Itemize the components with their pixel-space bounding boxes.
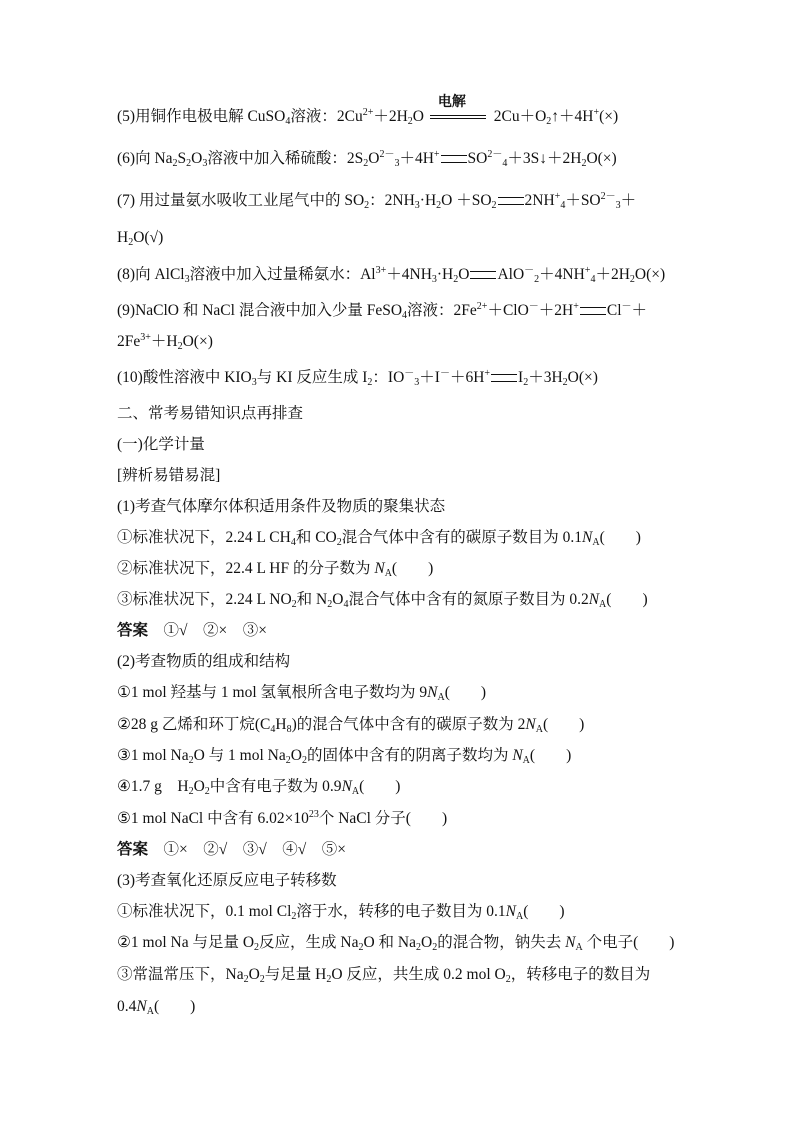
question-2-3: ③1 mol $Na_2O$ 与 1 mol $Na_2O_2$的固体中含有的阴离子数均为 $N_A$( ) [117, 747, 572, 766]
item-6: (6)向 $Na_2S_2O_3$溶液中加入稀硫酸：$2S_2O^{2-}_3+4H^+$ $SO^{2-}_4+3S↓+2H_2O(\times)$ [117, 149, 617, 169]
equals-sign [441, 155, 467, 163]
electrolysis-sign: 电解 [428, 107, 490, 127]
equals-sign [491, 374, 517, 382]
question-2-title: (2)考查物质的组成和结构 [117, 653, 291, 670]
subsection-heading: (一)化学计量 [117, 436, 205, 453]
answer-1: 答案 ①√ ②× ③× [117, 622, 268, 639]
question-1-title: (1)考查气体摩尔体积适用条件及物质的聚集状态 [117, 498, 446, 515]
item-9-cont: $2Fe^{3+}+H_2O(\times)$ [117, 332, 213, 352]
item-8: (8)向 AlCl$_3$溶液中加入过量稀氨水：$Al^{3+}+4NH_3\cdot H_2O$ $AlO^-_2+4NH^+_4+2H_2O(\times)$ [117, 265, 666, 285]
question-1-3: ③标准状况下，2.24 L $NO_2$和 $N_2O_4$混合气体中含有的氮原子数目为 $0.2N_A$( ) [117, 591, 648, 610]
equals-sign [580, 307, 606, 315]
question-2-4: ④1.7 g $H_2O_2$中含有电子数为 $0.9N_A$( ) [117, 778, 401, 797]
item-10: (10)酸性溶液中 $KIO_3$与 KI 反应生成 $I_2$：$IO^-_3+I^-+6H^+$ $I_2+3H_2O(\times)$ [117, 368, 598, 388]
question-1-1: ①标准状况下，2.24 L $CH_4$和 $CO_2$混合气体中含有的碳原子数目为 $0.1N_A$( ) [117, 529, 641, 548]
question-2-1: ①1 mol 羟基与 1 mol 氢氧根所含电子数均为 $9N_A$( ) [117, 684, 487, 703]
item-7: (7) 用过量氨水吸收工业尾气中的 $SO_2$：$2NH_3\cdot H_2O +SO_2$ $2NH^+_4+SO^{2-}_3+$ [117, 191, 637, 211]
question-2-5: ⑤1 mol NaCl 中含有 $6.02\times 10^{23}$个 NaCl 分子( ) [117, 809, 448, 827]
question-3-3-cont: $0.4N_A$( ) [117, 998, 196, 1017]
answer-2: 答案 ①× ②√ ③√ ④√ ⑤× [117, 841, 347, 858]
question-3-1: ①标准状况下，0.1 mol $Cl_2$溶于水，转移的电子数目为 $0.1N_A$( ) [117, 903, 565, 922]
question-3-3: ③常温常压下，$Na_2O_2$与足量 $H_2O$ 反应，共生成 0.2 mol $O_2$，转移电子的数目为 [117, 966, 651, 985]
section-heading: 二、常考易错知识点再排查 [117, 405, 304, 422]
question-2-2: ②28 g 乙烯和环丁烷$(C_4H_8)$的混合气体中含有的碳原子数为 $2N_A$( ) [117, 716, 585, 735]
question-3-title: (3)考查氧化还原反应电子转移数 [117, 872, 337, 889]
equals-sign [470, 271, 496, 279]
bianxi-label: [辨析易错易混] [117, 467, 221, 484]
question-3-2: ②1 mol Na 与足量 $O_2$反应，生成 $Na_2O$ 和 $Na_2O_2$的混合物，钠失去 $N_A$ 个电子( ) [117, 934, 675, 953]
question-1-2: ②标准状况下，22.4 L HF 的分子数为 $N_A$( ) [117, 560, 434, 579]
item-7-cont: $H_2O(√)$ [117, 229, 164, 248]
item-5: (5)用铜作电极电解 CuSO$_4$溶液：$2Cu^{2+}+2H_2O$ 电解 $2Cu+O_2↑+4H^+(\times)$ [117, 95, 619, 127]
equals-sign [498, 197, 524, 205]
item-9: (9)NaClO 和 NaCl 混合液中加入少量 FeSO$_4$溶液：$2Fe^{2+}+ClO^-+2H^+$ Cl－＋ [117, 301, 648, 321]
